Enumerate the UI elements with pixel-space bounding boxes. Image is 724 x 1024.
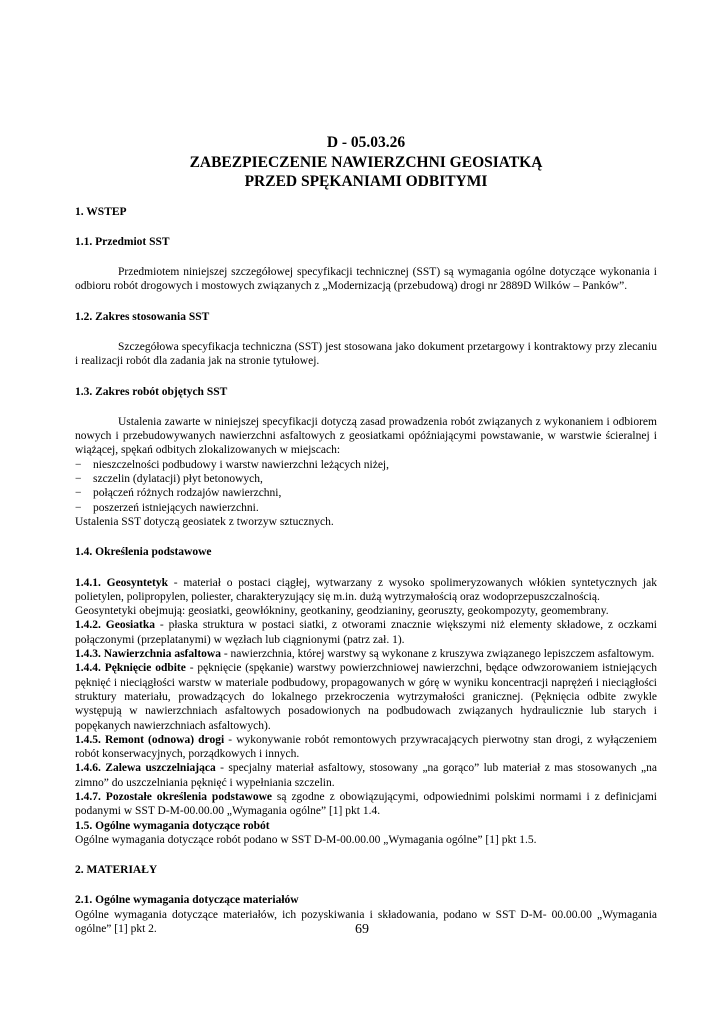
section-1-1-text: Przedmiotem niniejszej szczegółowej specyfikacji technicznej (SST) są wymagania ogólne dotyczące wykonania i odbioru robót drogowych i mostowych związanych z „Modernizacją (przebudową) drogi nr 2889D Wilków – Panków”. (75, 266, 657, 293)
definition-pozostale-okreslenia: 1.4.7. Pozostałe określenia podstawowe są zgodne z obowiązującymi, odpowiednimi polskimi normami i z definicjami podanymi w SST D-M-00.00.00 „Wymagania ogólne” [1] pkt 1.4. (75, 791, 658, 818)
section-1-5-heading: 1.5. Ogólne wymagania dotyczące robót (75, 819, 270, 832)
document-page (75, 133, 657, 936)
dash-marker: − (75, 458, 82, 471)
definition-remont-drogi: 1.4.5. Remont (odnowa) drogi - wykonywanie robót remontowych przywracających pierwotny stan drogi, z wyłączeniem robót konserwacyjnych, porządkowych i innych. (75, 733, 657, 761)
dash-marker: − (75, 473, 82, 486)
section-1-5-text: Ogólne wymagania dotyczące robót podano w SST D-M-00.00.00 „Wymagania ogólne” [1] pkt 1.5. (75, 833, 537, 846)
section-1-3-heading: 1.3. Zakres robót objętych SST (75, 385, 228, 398)
spec-title-line-2: PRZED SPĘKANIAMI ODBITYMI (244, 173, 488, 190)
section-1-1-heading: 1.1. Przedmiot SST (75, 235, 170, 248)
list-item: − nieszczelności podbudowy i warstw nawierzchni leżących niżej, (75, 458, 390, 471)
list-item: − połączeń różnych rodzajów nawierzchni, (75, 487, 282, 500)
definition-zalewa-uszczelniajaca: 1.4.6. Zalewa uszczelniająca - specjalny materiał asfaltowy, stosowany „na gorąco” lub materiał z mas stosowanych „na zimno” do uszczelniania pęknięć i wypełniania szczelin. (75, 762, 657, 789)
definition-geosyntetyki-types: Geosyntetyki obejmują: geosiatki, geowłókniny, geotkaniny, geodzianiny, georuszty, geokompozyty, geomembrany. (75, 605, 609, 618)
definition-geosyntetyk: 1.4.1. Geosyntetyk - materiał o postaci ciągłej, wytwarzany z wysoko spolimeryzowanych włókien syntetycznych jak polietylen, polipropylen, poliester, charakteryzujący się m.in. dużą wytrzymałością oraz wodoprzepuszczalnością. (75, 576, 657, 603)
list-item: − szczelin (dylatacji) płyt betonowych, (75, 473, 263, 486)
section-1-heading: 1. WSTEP (75, 205, 127, 218)
section-1-2-heading: 1.2. Zakres stosowania SST (75, 310, 210, 323)
definition-geosiatka: 1.4.2. Geosiatka - płaska struktura w postaci siatki, z otworami znacznie większymi niż elementy składowe, z oczkami połączonymi (przeplatanymi) w węzłach lub ciągnionymi (patrz zał. 1). (75, 619, 657, 646)
dash-marker: − (75, 487, 82, 500)
definition-pekniecie-odbite: 1.4.4. Pęknięcie odbite - pęknięcie (spękanie) warstwy powierzchniowej nawierzchni, będące odwzorowaniem istniejących pęknięć i nieciągłości warstw w materiale podbudowy, propagowanych w górę w wyniku koncentracji naprężeń i nieciągłości struktury materiału, prowadzących do lokalnego przekroczenia wytrzymałości granicznej. (Pęknięcia odbite zwykle występują w nawierzchniach asfaltowych posadowionych na podbudowach związanych hydraulicznie lub starych i popękanych nawierzchniach asfaltowych). (75, 662, 658, 732)
spec-code: D - 05.03.26 (326, 134, 406, 151)
page-number: 69 (355, 922, 369, 937)
section-2-1-heading: 2.1. Ogólne wymagania dotyczące materiałów (75, 894, 299, 907)
section-2-heading: 2. MATERIAŁY (75, 864, 158, 877)
section-1-3-text: Ustalenia zawarte w niniejszej specyfikacji dotyczą zasad prowadzenia robót związanych z wykonaniem i odbiorem nowych i przebudowywanych nawierzchni asfaltowych z geosiatkami opóźniającymi powstawanie, w warstwie ścieralnej i wiążącej, spękań odbitych zlokalizowanych w miejscach: (75, 415, 657, 457)
locations-list (75, 458, 657, 515)
section-2-1-text: Ogólne wymagania dotyczące materiałów, ich pozyskiwania i składowania, podano w SST D-M- 00.00.00 „Wymagania ogólne” [1] pkt 2. (75, 908, 657, 936)
spec-title-line-1: ZABEZPIECZENIE NAWIERZCHNI GEOSIATKĄ (189, 153, 543, 171)
definition-nawierzchnia-asfaltowa: 1.4.3. Nawierzchnia asfaltowa - nawierzchnia, której warstwy są wykonane z kruszywa związanego lepiszczem asfaltowym. (75, 648, 655, 661)
section-1-2-text: Szczegółowa specyfikacja techniczna (SST) jest stosowana jako dokument przetargowy i kontraktowy przy zlecaniu i realizacji robót dla zadania jak na stronie tytułowej. (75, 340, 657, 368)
section-1-3-note: Ustalenia SST dotyczą geosiatek z tworzyw sztucznych. (75, 515, 334, 528)
dash-marker: − (75, 501, 82, 514)
list-item: − poszerzeń istniejących nawierzchni. (75, 501, 259, 514)
section-1-4-heading: 1.4. Określenia podstawowe (75, 546, 212, 559)
